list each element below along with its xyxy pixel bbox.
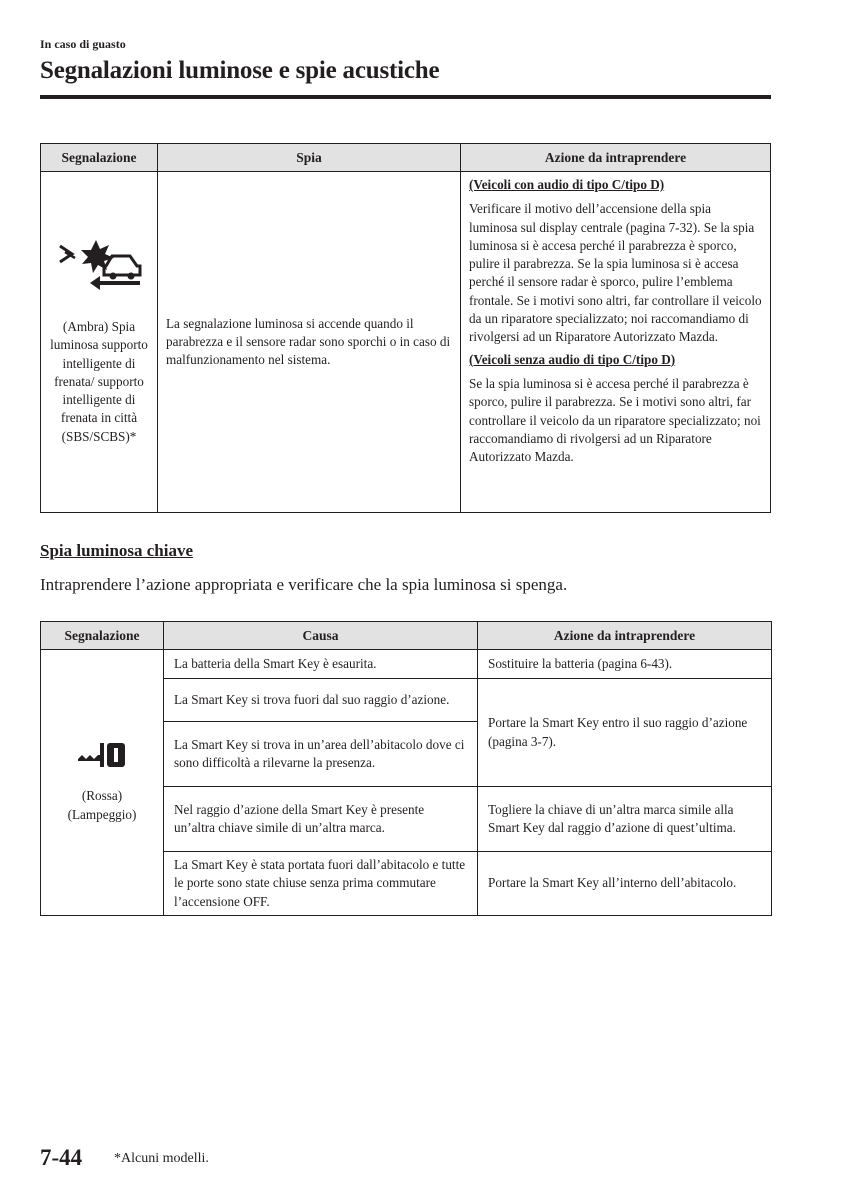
signal-color: (Rossa) bbox=[81, 788, 123, 804]
action-cell: Sostituire la batteria (pagina 6-43). bbox=[478, 650, 772, 679]
signal-state: (Lampeggio) bbox=[67, 806, 137, 822]
key-warning-table bbox=[40, 621, 772, 916]
cause-cell: La Smart Key è stata portata fuori dall’abitacolo e tutte le porte sono state chiuse senza prima commutare l’accensione OFF. bbox=[164, 852, 478, 916]
key-section-intro: Intraprendere l’azione appropriata e verificare che la spia luminosa si spenga. bbox=[40, 575, 568, 594]
cause-cell: La batteria della Smart Key è esaurita. bbox=[164, 650, 478, 679]
page-number: 7-44 bbox=[40, 1145, 83, 1170]
action-cell: Togliere la chiave di un’altra marca simile alla Smart Key dal raggio d’azione di quest’ultima. bbox=[478, 787, 772, 852]
table-row bbox=[41, 650, 772, 679]
title-divider bbox=[40, 95, 771, 99]
action-subheading: (Veicoli senza audio di tipo C/tipo D) bbox=[469, 351, 676, 367]
column-header: Segnalazione bbox=[41, 622, 164, 650]
column-header: Azione da intraprendere bbox=[478, 622, 772, 650]
sbs-warning-table bbox=[40, 143, 771, 513]
signal-label: (Ambra) Spia luminosa supporto intelligente di frenata/ supporto intelligente di frenata in città (SBS/SCBS)* bbox=[50, 318, 148, 444]
section-label: In caso di guasto bbox=[40, 37, 126, 51]
cause-cell: La Smart Key si trova fuori dal suo raggio d’azione. bbox=[164, 679, 478, 722]
footnote: *Alcuni modelli. bbox=[114, 1151, 209, 1166]
signal-cell bbox=[41, 650, 164, 916]
action-cell: Portare la Smart Key entro il suo raggio d’azione (pagina 3-7). bbox=[478, 679, 772, 787]
page-title: Segnalazioni luminose e spie acustiche bbox=[40, 57, 440, 84]
key-warning-icon bbox=[45, 741, 159, 769]
description-cell: La segnalazione luminosa si accende quando il parabrezza e il sensore radar sono sporchi o in caso di malfunzionamento nel sistema. bbox=[158, 172, 461, 513]
action-cell bbox=[461, 172, 771, 513]
action-text: Verificare il motivo dell’accensione della spia luminosa sul display centrale (pagina 7-32). Se la spia luminosa si è accesa perché il parabrezza è sporco, pulire il parabrezza. Se la spia luminosa si è accesa perché il sensore radar è sporco, pulire l’emblema frontale. Se i motivi sono altri, far controllare il veicolo da un riparatore specializzato; noi raccomandiamo di rivolgersi ad un Riparatore Autorizzato Mazda. bbox=[469, 201, 762, 345]
signal-cell bbox=[41, 172, 158, 513]
table-row bbox=[41, 172, 771, 513]
action-text: Se la spia luminosa si è accesa perché il parabrezza è sporco, pulire il parabrezza. Se i motivi sono altri, far controllare il veicolo da un riparatore specializzato; noi raccomandiamo di rivolgersi ad un Riparatore Autorizzato Mazda. bbox=[469, 375, 761, 465]
sbs-warning-icon bbox=[45, 238, 153, 290]
table-header-row bbox=[41, 622, 772, 650]
action-subheading: (Veicoli con audio di tipo C/tipo D) bbox=[469, 177, 665, 192]
cause-cell: La Smart Key si trova in un’area dell’abitacolo dove ci sono difficoltà a rilevarne la presenza. bbox=[164, 722, 478, 787]
column-header: Spia bbox=[158, 144, 461, 172]
table-header-row bbox=[41, 144, 771, 172]
column-header: Causa bbox=[164, 622, 478, 650]
column-header: Azione da intraprendere bbox=[461, 144, 771, 172]
cause-cell: Nel raggio d’azione della Smart Key è presente un’altra chiave simile di un’altra marca. bbox=[164, 787, 478, 852]
key-section-heading: Spia luminosa chiave bbox=[40, 541, 194, 560]
column-header: Segnalazione bbox=[41, 144, 158, 172]
action-cell: Portare la Smart Key all’interno dell’abitacolo. bbox=[478, 852, 772, 916]
